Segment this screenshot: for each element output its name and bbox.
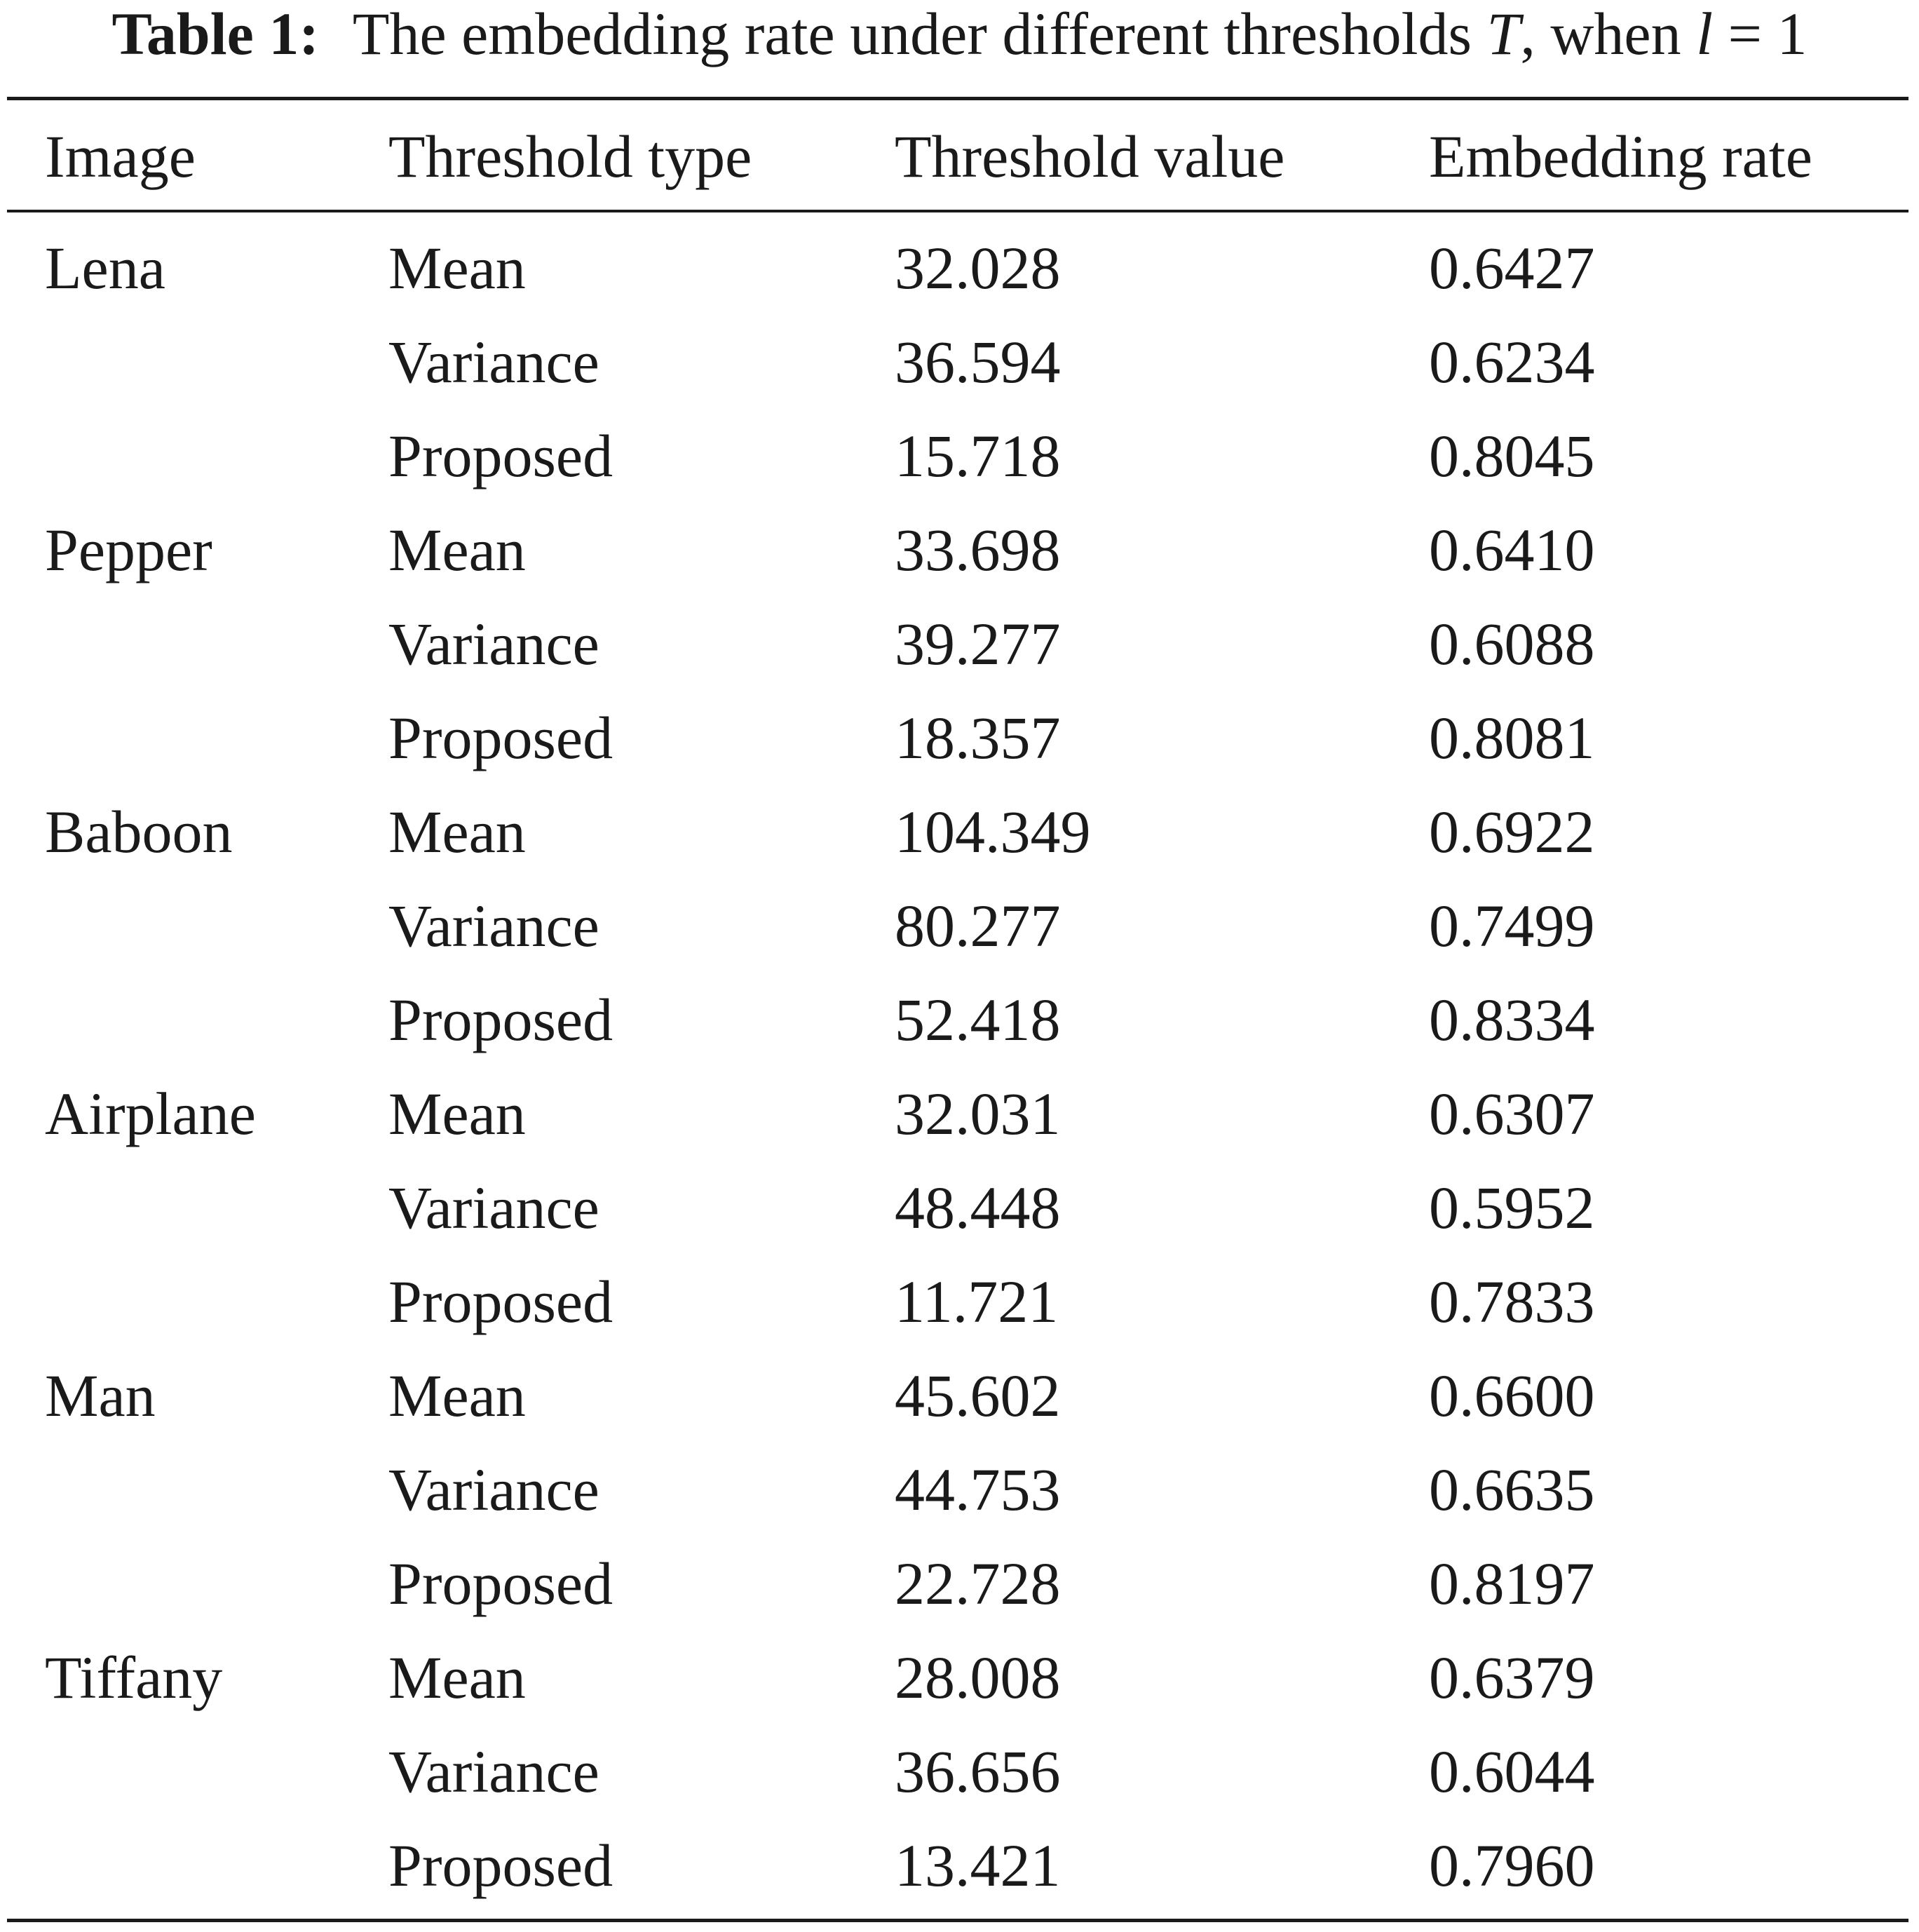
cell-embedding-rate: 0.6922: [1429, 798, 1595, 865]
cell-threshold-value: 36.594: [895, 328, 1061, 396]
cell-threshold-value: 11.721: [895, 1268, 1059, 1335]
table-row: [0, 1738, 1919, 1832]
table-row: [0, 798, 1919, 892]
cell-threshold-value: 33.698: [895, 516, 1061, 583]
cell-threshold-type: Proposed: [388, 1550, 613, 1617]
cell-threshold-type: Variance: [388, 892, 599, 959]
header-embedding-rate: Embedding rate: [1429, 123, 1812, 190]
cell-image: Man: [45, 1362, 156, 1429]
cell-threshold-type: Variance: [388, 1456, 599, 1523]
cell-embedding-rate: 0.8197: [1429, 1550, 1595, 1617]
cell-threshold-type: Mean: [388, 234, 526, 302]
cell-threshold-type: Mean: [388, 516, 526, 583]
cell-embedding-rate: 0.8045: [1429, 422, 1595, 489]
cell-embedding-rate: 0.6379: [1429, 1644, 1595, 1711]
cell-threshold-value: 15.718: [895, 422, 1061, 489]
cell-threshold-value: 32.031: [895, 1080, 1061, 1147]
cell-threshold-value: 45.602: [895, 1362, 1061, 1429]
cell-threshold-value: 36.656: [895, 1738, 1061, 1805]
table-row: [0, 1174, 1919, 1268]
cell-threshold-type: Mean: [388, 798, 526, 865]
cell-threshold-value: 32.028: [895, 234, 1061, 302]
header-image: Image: [45, 123, 196, 190]
caption-equals: = 1: [1728, 0, 1808, 67]
table-row: [0, 1550, 1919, 1644]
table-row: [0, 1832, 1919, 1926]
table-row: [0, 1644, 1919, 1738]
cell-embedding-rate: 0.5952: [1429, 1174, 1595, 1241]
cell-threshold-value: 44.753: [895, 1456, 1061, 1523]
cell-threshold-value: 48.448: [895, 1174, 1061, 1241]
cell-embedding-rate: 0.6427: [1429, 234, 1595, 302]
caption-text: The embedding rate under different thresholds: [352, 0, 1472, 67]
cell-embedding-rate: 0.7833: [1429, 1268, 1595, 1335]
cell-threshold-value: 22.728: [895, 1550, 1061, 1617]
cell-threshold-type: Proposed: [388, 1832, 613, 1899]
table-bottom-rule: [7, 1919, 1908, 1922]
cell-threshold-value: 39.277: [895, 610, 1061, 677]
table-row: [0, 1456, 1919, 1550]
cell-threshold-type: Variance: [388, 610, 599, 677]
cell-embedding-rate: 0.6410: [1429, 516, 1595, 583]
table-row: [0, 422, 1919, 516]
table-row: [0, 1080, 1919, 1174]
table-row: [0, 516, 1919, 610]
cell-threshold-type: Proposed: [388, 704, 613, 771]
table-caption: [0, 0, 1919, 67]
cell-threshold-type: Mean: [388, 1362, 526, 1429]
cell-threshold-type: Variance: [388, 1738, 599, 1805]
cell-image: Baboon: [45, 798, 233, 865]
caption-symbol-t: T: [1486, 0, 1521, 67]
cell-image: Lena: [45, 234, 165, 302]
cell-threshold-value: 104.349: [895, 798, 1091, 865]
cell-image: Airplane: [45, 1080, 256, 1147]
table-header-row: [0, 112, 1919, 201]
table-row: [0, 704, 1919, 798]
cell-threshold-type: Mean: [388, 1644, 526, 1711]
table-row: [0, 610, 1919, 704]
table-row: [0, 986, 1919, 1080]
table-row: [0, 234, 1919, 328]
header-threshold-type: Threshold type: [388, 123, 752, 190]
table-body: [0, 234, 1919, 1926]
cell-embedding-rate: 0.8081: [1429, 704, 1595, 771]
table-header-rule: [7, 210, 1908, 212]
cell-threshold-value: 18.357: [895, 704, 1061, 771]
cell-threshold-value: 52.418: [895, 986, 1061, 1053]
cell-threshold-type: Proposed: [388, 422, 613, 489]
caption-label: Table 1:: [111, 0, 319, 67]
header-threshold-value: Threshold value: [895, 123, 1285, 190]
table-top-rule: [7, 97, 1908, 100]
caption-symbol-l: l: [1696, 0, 1713, 67]
cell-embedding-rate: 0.8334: [1429, 986, 1595, 1053]
cell-embedding-rate: 0.6600: [1429, 1362, 1595, 1429]
cell-embedding-rate: 0.6088: [1429, 610, 1595, 677]
caption-when: , when: [1520, 0, 1681, 67]
table-row: [0, 328, 1919, 422]
cell-image: Tiffany: [45, 1644, 223, 1711]
cell-embedding-rate: 0.6635: [1429, 1456, 1595, 1523]
cell-embedding-rate: 0.7499: [1429, 892, 1595, 959]
cell-threshold-type: Mean: [388, 1080, 526, 1147]
table-row: [0, 892, 1919, 986]
cell-threshold-type: Proposed: [388, 1268, 613, 1335]
cell-threshold-type: Variance: [388, 328, 599, 396]
cell-embedding-rate: 0.7960: [1429, 1832, 1595, 1899]
table-row: [0, 1268, 1919, 1362]
cell-threshold-type: Proposed: [388, 986, 613, 1053]
cell-threshold-type: Variance: [388, 1174, 599, 1241]
table-row: [0, 1362, 1919, 1456]
cell-threshold-value: 80.277: [895, 892, 1061, 959]
cell-threshold-value: 13.421: [895, 1832, 1061, 1899]
cell-image: Pepper: [45, 516, 212, 583]
cell-threshold-value: 28.008: [895, 1644, 1061, 1711]
cell-embedding-rate: 0.6044: [1429, 1738, 1595, 1805]
cell-embedding-rate: 0.6307: [1429, 1080, 1595, 1147]
cell-embedding-rate: 0.6234: [1429, 328, 1595, 396]
